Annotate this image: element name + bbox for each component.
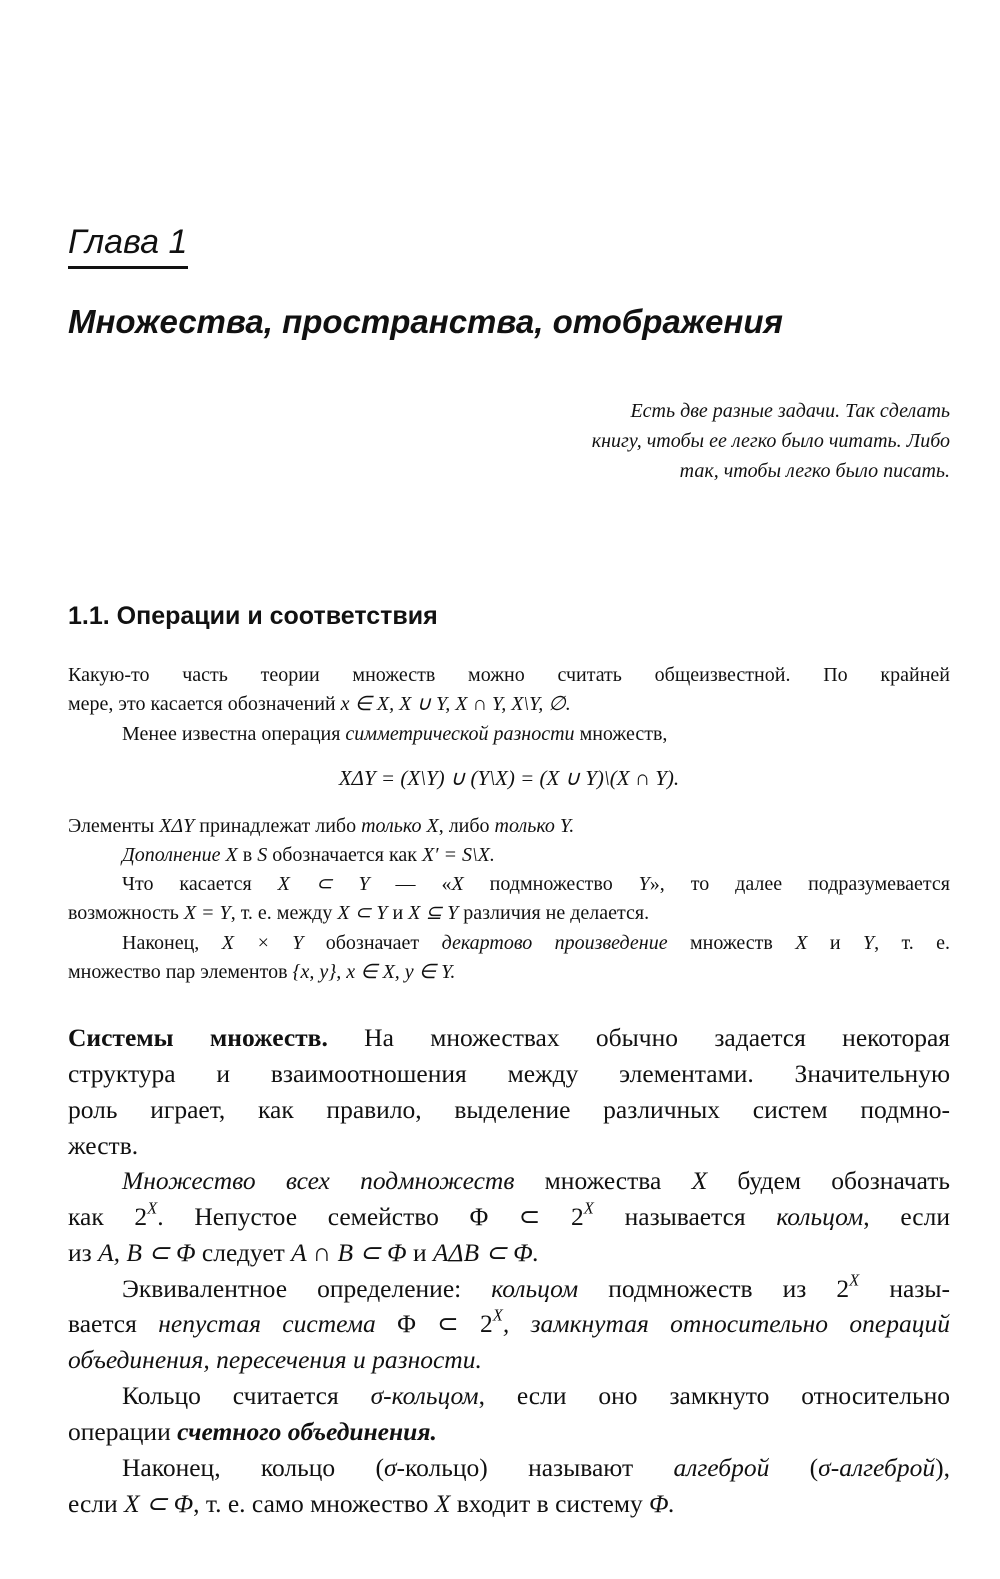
math-inline: x ∈ X, X ∪ Y, X ∩ Y, X\Y, ∅. bbox=[340, 693, 571, 715]
paragraph-line: из A, B ⊂ Φ следует A ∩ B ⊂ Φ и AΔB ⊂ Φ. bbox=[68, 1238, 539, 1267]
term-strong: счетного объединения. bbox=[177, 1417, 437, 1446]
term-emphasis: симметрической разности bbox=[345, 723, 575, 745]
term-emphasis: σ-алгеброй bbox=[818, 1453, 936, 1482]
paragraph-line: Что касается X ⊂ Y — «X подмножество Y», то далее подразумевается bbox=[122, 873, 950, 895]
paragraph-line: Дополнение X в S обозначается как X′ = S\X. bbox=[122, 844, 495, 866]
paragraph-line: Кольцо считается σ-кольцом, если оно замкнуто относительно bbox=[122, 1381, 950, 1410]
term-emphasis: алгеброй bbox=[673, 1453, 770, 1482]
paragraph-line: вается непустая система Φ ⊂ $2^X$, замкнутая относительно операций bbox=[68, 1305, 950, 1338]
paragraph-line: Менее известна операция симметрической разности множеств, bbox=[122, 723, 668, 745]
epigraph-line: Есть две разные задачи. Так сделать bbox=[630, 400, 950, 422]
chapter-underline bbox=[68, 266, 188, 269]
epigraph bbox=[520, 396, 950, 486]
section-title: 1.1. Операции и соответствия bbox=[68, 602, 438, 630]
chapter-label: Глава 1 bbox=[68, 223, 188, 261]
paragraph-line: как $2^X$. Непустое семейство Φ ⊂ $2^X$ называется кольцом, если bbox=[68, 1198, 950, 1231]
epigraph-line: книгу, чтобы ее легко было читать. Либо bbox=[591, 430, 950, 452]
paragraph-line: структура и взаимоотношения между элементами. Значительную bbox=[68, 1059, 950, 1088]
term-emphasis: σ-кольцом bbox=[370, 1381, 479, 1410]
paragraph-line: множество пар элементов {x, y}, x ∈ X, y ∈ Y. bbox=[68, 961, 456, 983]
paragraph-line: роль играет, как правило, выделение различных систем подмно- bbox=[68, 1095, 950, 1124]
term-emphasis: Дополнение bbox=[122, 844, 221, 866]
paragraph-line: Элементы XΔY принадлежат либо только X, либо только Y. bbox=[68, 815, 575, 837]
term-emphasis: декартово произведение bbox=[441, 932, 668, 954]
paragraph-line: Какую-то часть теории множеств можно считать общеизвестной. По крайней bbox=[68, 664, 950, 686]
paragraph-line: Эквивалентное определение: кольцом подмножеств из $2^X$ назы- bbox=[122, 1270, 950, 1303]
term-emphasis: Множество всех подмножеств bbox=[122, 1166, 515, 1195]
paragraph-line: Наконец, X × Y обозначает декартово произведение множеств X и Y, т. е. bbox=[122, 932, 951, 954]
paragraph-line: возможность X = Y, т. е. между X ⊂ Y и X ⊆ Y различия не делается. bbox=[68, 902, 650, 924]
paragraph-line: объединения, пересечения и разности. bbox=[68, 1345, 482, 1374]
run-in-heading: Системы множеств. bbox=[68, 1023, 328, 1052]
term-emphasis: кольцом bbox=[491, 1274, 579, 1303]
paragraph-line: если X ⊂ Φ, т. е. само множество X входит в систему Φ. bbox=[68, 1489, 675, 1518]
display-formula: XΔY = (X\Y) ∪ (Y\X) = (X ∪ Y)\(X ∩ Y). bbox=[338, 766, 680, 790]
paragraph-line: операции счетного объединения. bbox=[68, 1417, 437, 1446]
term-emphasis: , замкнутая относительно операций bbox=[502, 1309, 950, 1338]
term-emphasis: кольцом bbox=[776, 1202, 864, 1231]
paragraph-line: Системы множеств. На множествах обычно задается некоторая bbox=[68, 1023, 951, 1052]
paragraph-line: Множество всех подмножеств множества X будем обозначать bbox=[122, 1166, 950, 1195]
epigraph-line: так, чтобы легко было писать. bbox=[679, 460, 950, 482]
paragraph-line: жеств. bbox=[68, 1131, 139, 1160]
paragraph-line: Наконец, кольцо (σ-кольцо) называют алгеброй (σ-алгеброй), bbox=[122, 1453, 950, 1482]
paragraph-line: мере, это касается обозначений x ∈ X, X ∪ Y, X ∩ Y, X\Y, ∅. bbox=[68, 693, 571, 715]
chapter-title: Множества, пространства, отображения bbox=[68, 303, 783, 340]
term-emphasis: непустая система bbox=[158, 1309, 376, 1338]
